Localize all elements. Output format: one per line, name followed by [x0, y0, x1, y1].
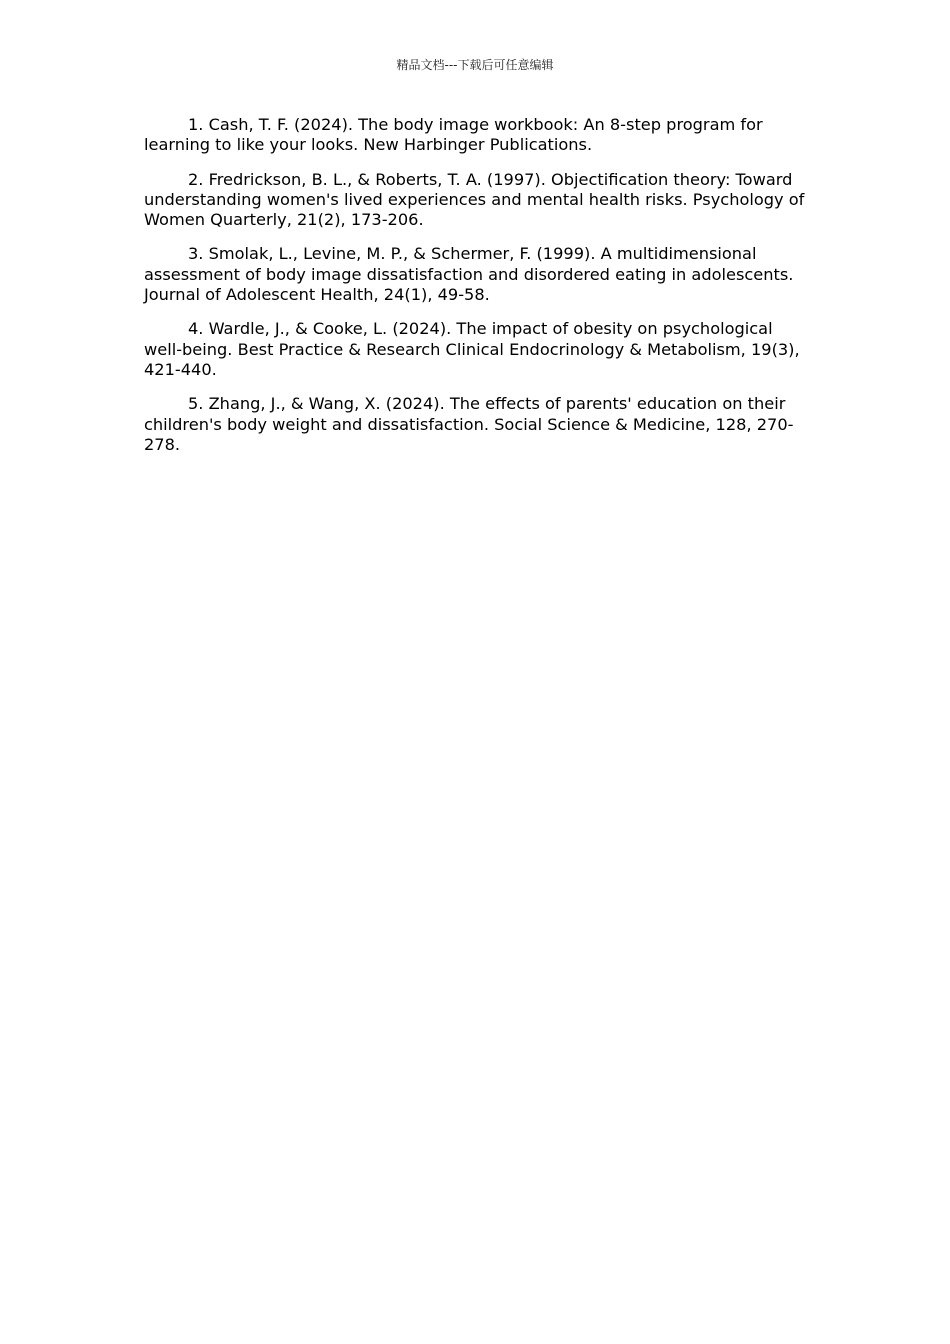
- reference-list: [144, 115, 810, 469]
- reference-item-1: 1. Cash, T. F. (2024). The body image workbook: An 8-step program for learning to like your looks. New Harbinger Publications.: [144, 115, 763, 155]
- reference-item-2: 2. Fredrickson, B. L., & Roberts, T. A. (1997). Objectification theory: Toward understanding women's lived experiences and mental health risks. Psychology of Women Quarterly, 21(2), 173-206.: [144, 169, 805, 230]
- reference-item-3: 3. Smolak, L., Levine, M. P., & Schermer, F. (1999). A multidimensional assessment of body image dissatisfaction and disordered eating in adolescents. Journal of Adolescent Health, 24(1), 49-58.: [144, 244, 794, 305]
- page-header: 精品文档---下载后可任意编辑: [396, 58, 554, 72]
- reference-item-4: 4. Wardle, J., & Cooke, L. (2024). The impact of obesity on psychological well-being. Best Practice & Research Clinical Endocrinology & Metabolism, 19(3), 421-440.: [144, 319, 800, 379]
- reference-item-5: 5. Zhang, J., & Wang, X. (2024). The effects of parents' education on their children's body weight and dissatisfaction. Social Science & Medicine, 128, 270-278.: [144, 394, 794, 454]
